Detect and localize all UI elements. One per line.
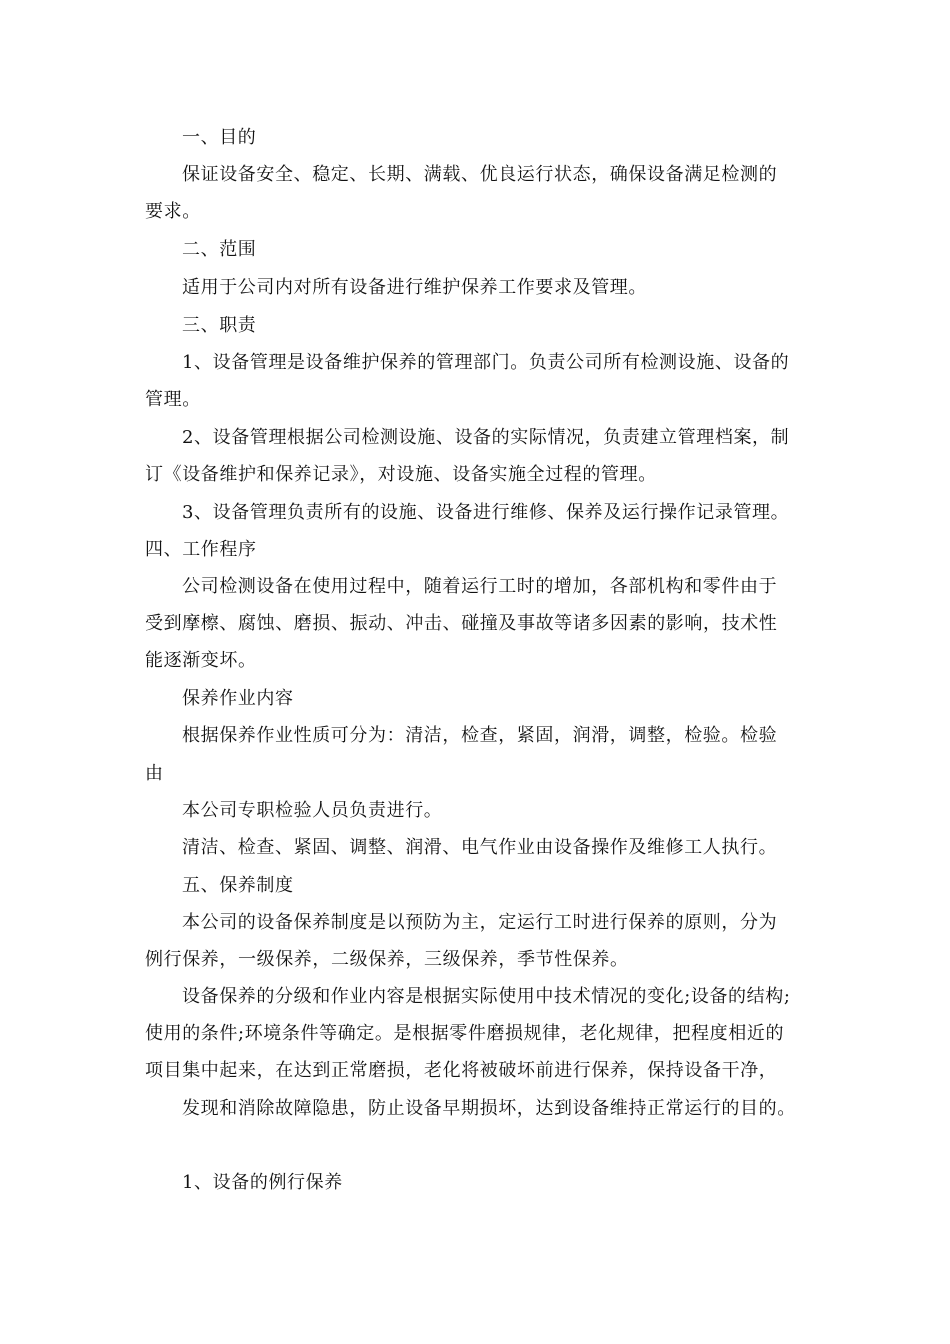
paragraph-line: 公司检测设备在使用过程中，随着运行工时的增加，各部机构和零件由于 [182, 576, 778, 597]
paragraph-line: 2、设备管理根据公司检测设施、设备的实际情况，负责建立管理档案，制 [182, 427, 790, 448]
paragraph-line: 设备保养的分级和作业内容是根据实际使用中技术情况的变化;设备的结构; [182, 986, 791, 1007]
paragraph-line: 由 [145, 763, 164, 784]
heading-responsibilities: 三、职责 [182, 315, 257, 336]
subheading-routine-maintenance: 1、设备的例行保养 [182, 1172, 343, 1193]
paragraph-line: 3、设备管理负责所有的设施、设备进行维修、保养及运行操作记录管理。 [182, 502, 790, 523]
heading-scope: 二、范围 [182, 239, 257, 260]
paragraph-line: 受到摩檫、腐蚀、磨损、振动、冲击、碰撞及事故等诸多因素的影响，技术性 [145, 613, 778, 634]
paragraph-line: 发现和消除故障隐患，防止设备早期损坏，达到设备维持正常运行的目的。 [182, 1098, 796, 1119]
paragraph-line: 保证设备安全、稳定、长期、满载、优良运行状态，确保设备满足检测的 [182, 164, 778, 185]
paragraph-line: 本公司专职检验人员负责进行。 [182, 800, 443, 821]
paragraph-line: 清洁、检查、紧固、调整、润滑、电气作业由设备操作及维修工人执行。 [182, 837, 778, 858]
heading-maintenance-system: 五、保养制度 [182, 875, 294, 896]
paragraph-line: 管理。 [145, 389, 201, 410]
paragraph-line: 项目集中起来，在达到正常磨损，老化将被破坏前进行保养，保持设备干净， [145, 1060, 778, 1081]
subheading-maintenance-content: 保养作业内容 [182, 688, 294, 709]
paragraph-line: 根据保养作业性质可分为：清洁，检查，紧固，润滑，调整，检验。检验 [182, 725, 778, 746]
paragraph-line: 例行保养，一级保养，二级保养，三级保养，季节性保养。 [145, 949, 629, 970]
paragraph-line: 订《设备维护和保养记录》，对设施、设备实施全过程的管理。 [145, 464, 657, 485]
paragraph-line: 能逐渐变坏。 [145, 650, 257, 671]
paragraph-line: 1、设备管理是设备维护保养的管理部门。负责公司所有检测设施、设备的 [182, 352, 790, 373]
paragraph-line: 使用的条件;环境条件等确定。是根据零件磨损规律，老化规律，把程度相近的 [145, 1023, 785, 1044]
paragraph-line: 本公司的设备保养制度是以预防为主，定运行工时进行保养的原则，分为 [182, 912, 778, 933]
heading-purpose: 一、目的 [182, 127, 257, 148]
paragraph-line: 适用于公司内对所有设备进行维护保养工作要求及管理。 [182, 277, 647, 298]
heading-procedure: 四、工作程序 [145, 539, 257, 560]
paragraph-line: 要求。 [145, 201, 201, 222]
